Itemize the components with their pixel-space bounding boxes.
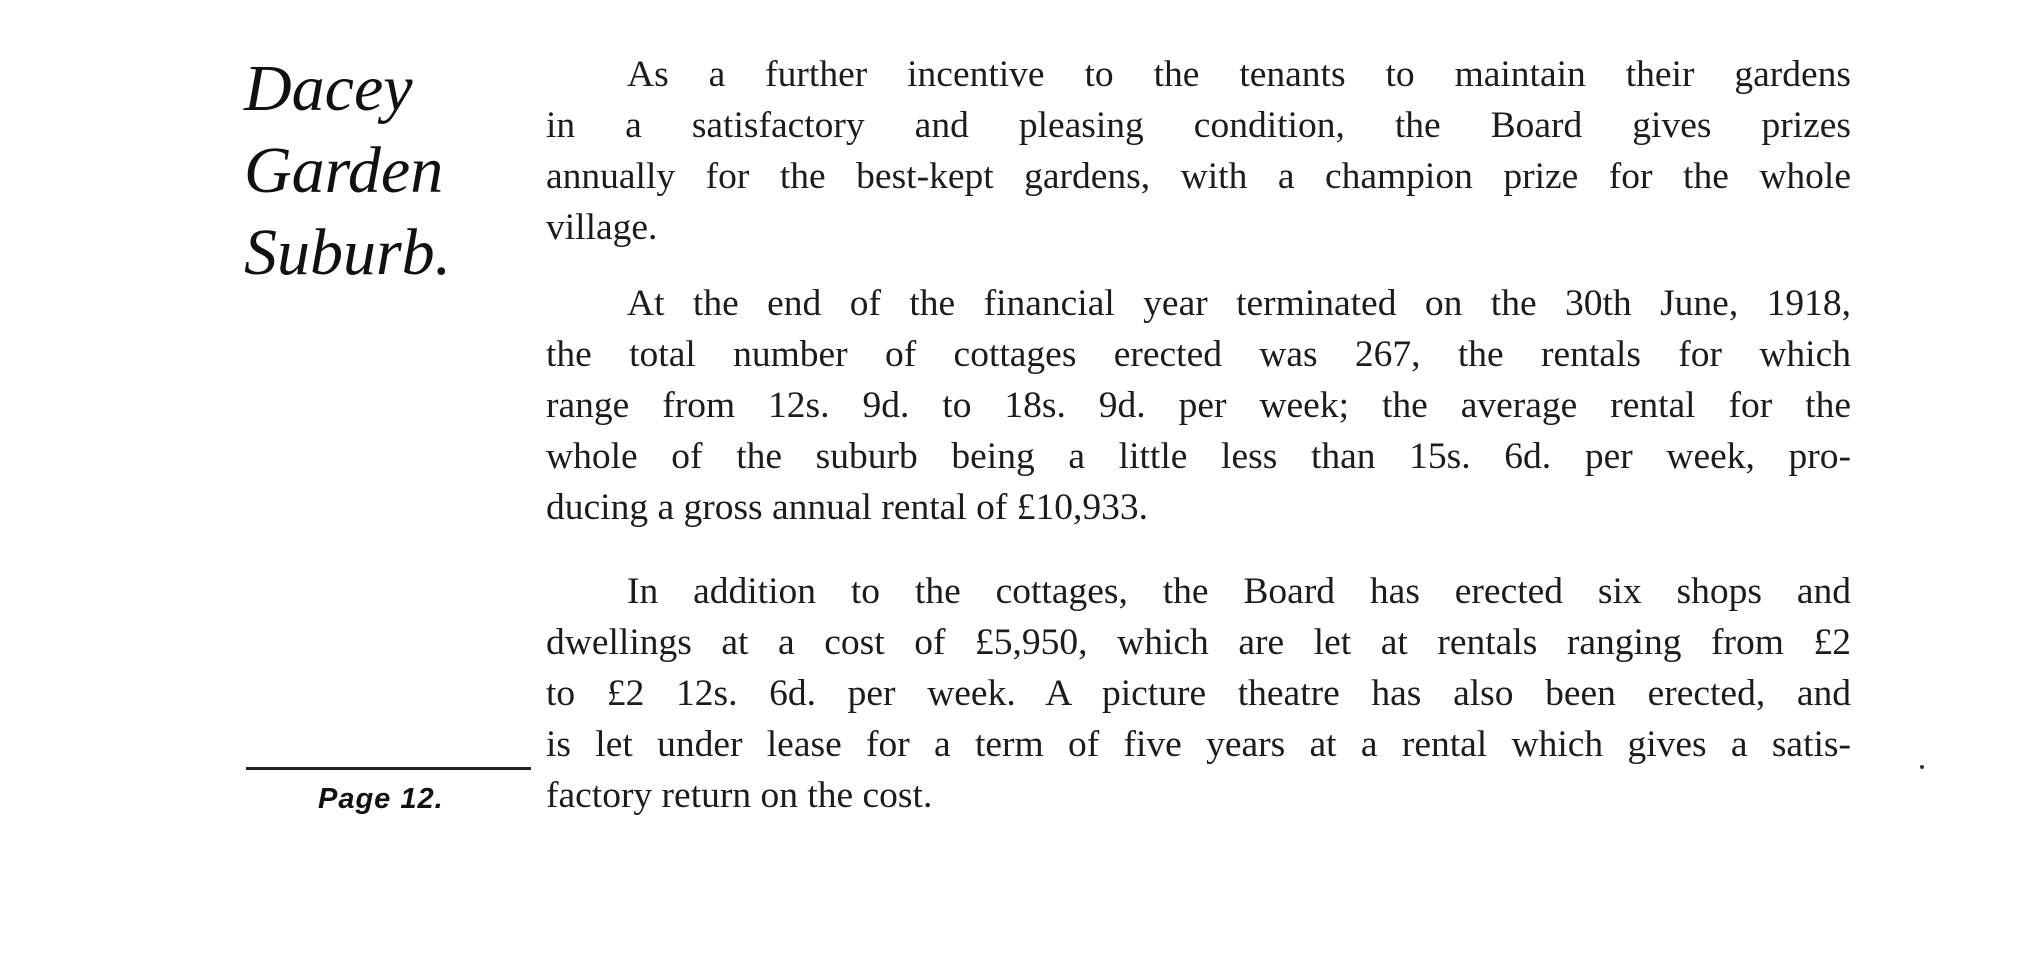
text-line: whole of the suburb being a little less than 15s. 6d. per week, pro- bbox=[546, 436, 1851, 477]
stray-ink-dot bbox=[1920, 765, 1924, 769]
text-line: village. bbox=[546, 207, 658, 248]
text-line: in a satisfactory and pleasing condition, the Board gives prizes bbox=[546, 105, 1851, 146]
side-heading-line-1: Dacey bbox=[244, 52, 413, 125]
text-line: annually for the best-kept gardens, with a champion prize for the whole bbox=[546, 156, 1851, 197]
paragraph bbox=[546, 278, 1851, 533]
page-divider-rule bbox=[246, 767, 531, 770]
side-heading-line-2: Garden bbox=[244, 134, 444, 207]
text-line: As a further incentive to the tenants to maintain their gardens bbox=[627, 54, 1851, 95]
side-heading-line-3: Suburb. bbox=[244, 216, 452, 289]
side-heading bbox=[244, 48, 524, 294]
text-line: factory return on the cost. bbox=[546, 775, 933, 816]
text-line: the total number of cottages erected was 267, the rentals for which bbox=[546, 334, 1851, 375]
text-line: ducing a gross annual rental of £10,933. bbox=[546, 487, 1148, 528]
body-text bbox=[546, 49, 1851, 821]
text-line: In addition to the cottages, the Board has erected six shops and bbox=[627, 571, 1851, 612]
text-line: to £2 12s. 6d. per week. A picture theatre has also been erected, and bbox=[546, 673, 1851, 714]
paragraph bbox=[546, 49, 1851, 253]
paragraph bbox=[546, 566, 1851, 821]
text-line: dwellings at a cost of £5,950, which are let at rentals ranging from £2 bbox=[546, 622, 1851, 663]
page-number-label: Page 12. bbox=[318, 783, 444, 815]
text-line: is let under lease for a term of five years at a rental which gives a satis- bbox=[546, 724, 1851, 765]
text-line: At the end of the financial year terminated on the 30th June, 1918, bbox=[627, 283, 1851, 324]
text-line: range from 12s. 9d. to 18s. 9d. per week; the average rental for the bbox=[546, 385, 1851, 426]
